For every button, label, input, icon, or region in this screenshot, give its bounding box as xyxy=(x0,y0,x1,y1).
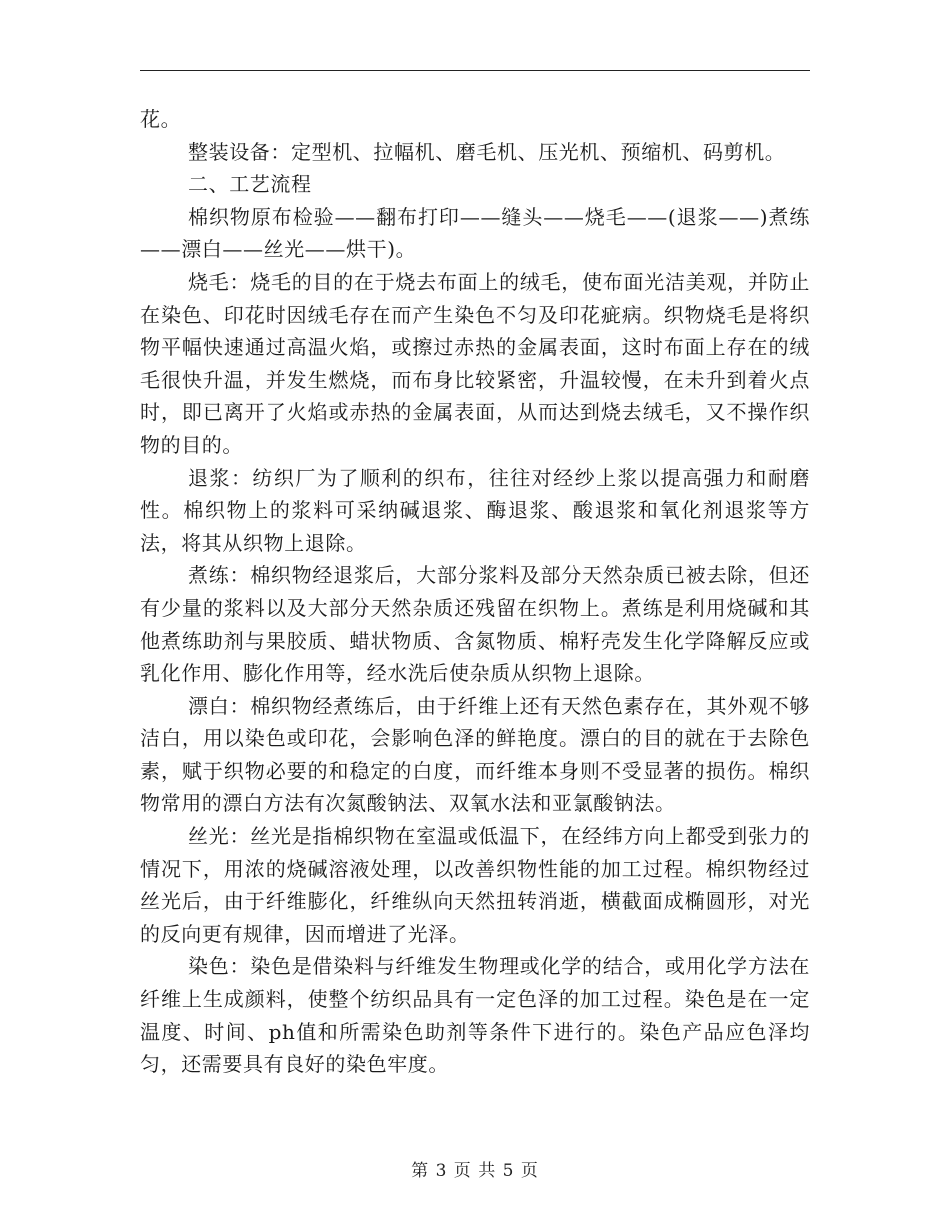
paragraph-dyeing: 染色：染色是借染料与纤维发生物理或化学的结合，或用化学方法在纤维上生成颜料，使整个纺织品具有一定色泽的加工过程。染色是在一定温度、时间、ph值和所需染色助剂等条件下进行的。染色产品应色泽均匀，还需要具有良好的染色牢度。 xyxy=(140,954,810,1077)
paragraph-bleaching: 漂白：棉织物经煮练后，由于纤维上还有天然色素存在，其外观不够洁白，用以染色或印花，会影响色泽的鲜艳度。漂白的目的就在于去除色素，赋于织物必要的和稳定的白度，而纤维本身则不受显著的损伤。棉织物常用的漂白方法有次氮酸钠法、双氧水法和亚氯酸钠法。 xyxy=(140,693,810,816)
paragraph-process-sequence: 棉织物原布检验——翻布打印——缝头——烧毛——(退浆——)煮练——漂白——丝光——烘干)。 xyxy=(140,204,810,262)
document-body xyxy=(140,103,810,1081)
paragraph-continuation: 花。 xyxy=(140,107,182,131)
section-heading-process-flow: 二、工艺流程 xyxy=(188,172,312,197)
paragraph-mercerizing: 丝光：丝光是指棉织物在室温或低温下，在经纬方向上都受到张力的情况下，用浓的烧碱溶液处理，以改善织物性能的加工过程。棉织物经过丝光后，由于纤维膨化，纤维纵向天然扭转消逝，横截面成椭圆形，对光的反向更有规律，因而增进了光泽。 xyxy=(140,824,810,946)
header-rule xyxy=(140,70,810,71)
paragraph-finishing-equipment: 整装设备：定型机、拉幅机、磨毛机、压光机、预缩机、码剪机。 xyxy=(188,139,786,164)
paragraph-scouring: 煮练：棉织物经退浆后，大部分浆料及部分天然杂质已被去除，但还有少量的浆料以及大部分天然杂质还残留在织物上。煮练是利用烧碱和其他煮练助剂与果胶质、蜡状物质、含氮物质、棉籽壳发生化学降解反应或乳化作用、膨化作用等，经水洗后使杂质从织物上退除。 xyxy=(140,563,810,686)
page-number-footer: 第 3 页 共 5 页 xyxy=(411,1161,539,1181)
paragraph-desizing: 退浆：纺织厂为了顺利的织布，往往对经纱上浆以提高强力和耐磨性。棉织物上的浆料可采纳碱退浆、酶退浆、酸退浆和氧化剂退浆等方法，将其从织物上退除。 xyxy=(140,465,810,555)
paragraph-singeing: 烧毛：烧毛的目的在于烧去布面上的绒毛，使布面光洁美观，并防止在染色、印花时因绒毛存在而产生染色不匀及印花疵病。织物烧毛是将织物平幅快速通过高温火焰，或擦过赤热的金属表面，这时布面上存在的绒毛很快升温，并发生燃烧，而布身比较紧密，升温较慢，在未升到着火点时，即已离开了火焰或赤热的金属表面，从而达到烧去绒毛，又不操作织物的目的。 xyxy=(140,269,810,457)
